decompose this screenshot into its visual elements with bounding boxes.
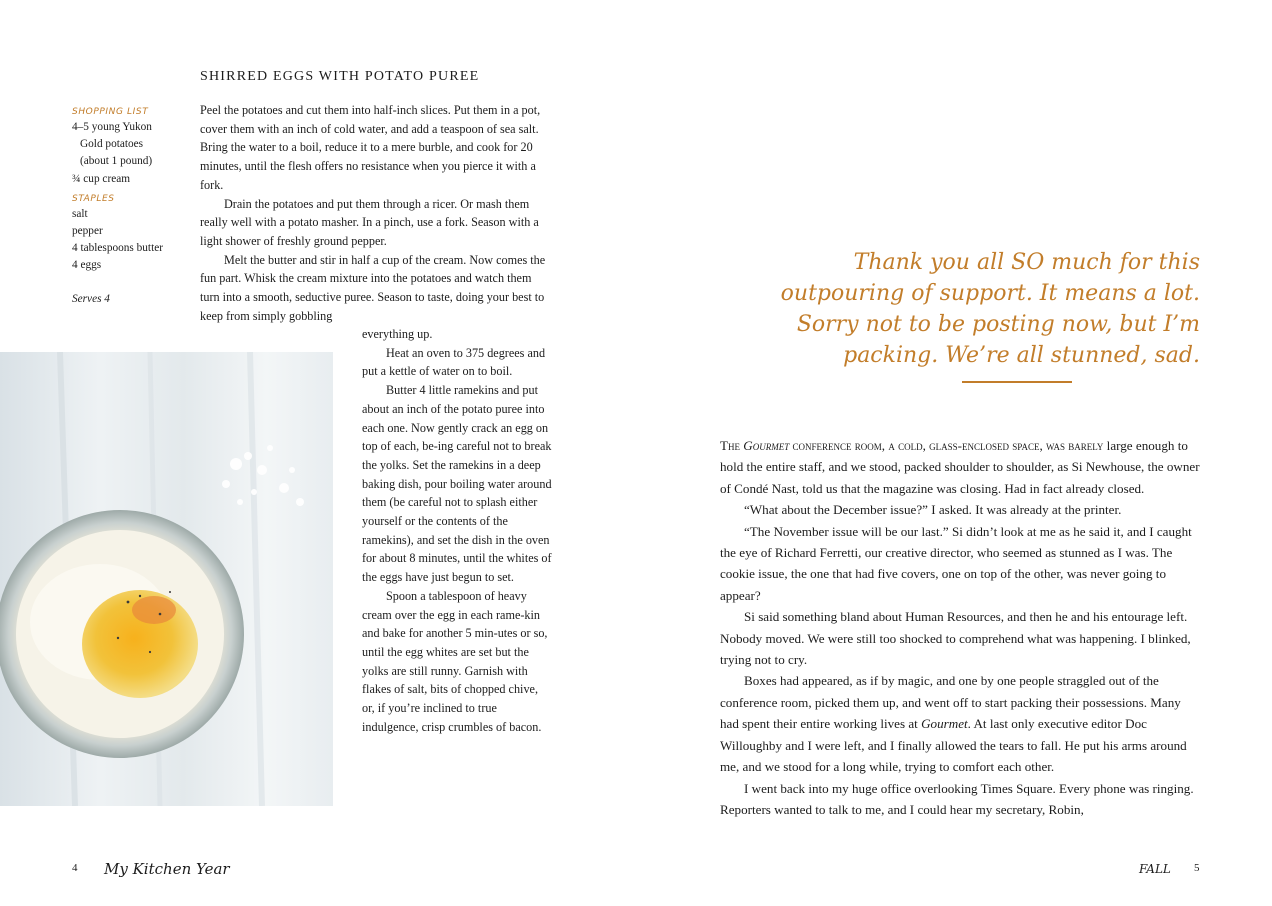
recipe-paragraph: Spoon a tablespoon of heavy cream over the egg in each rame-kin and bake for another 5 min-utes or so, until the egg whites are set but the yolks are still runny. Garnish with flakes of salt, bits of chopped chive, or, if you’re inclined to true indulgence, crisp crumbles of bacon. — [362, 588, 548, 734]
shopping-list-item: (about 1 pound) — [80, 155, 153, 168]
recipe-method-bottom — [362, 325, 552, 736]
left-running-head: My Kitchen Year — [104, 860, 230, 878]
body-text — [720, 435, 1202, 820]
left-folio: 4 — [72, 862, 78, 874]
recipe-paragraph: Drain the potatoes and put them through a ricer. Or mash them really well with a potato masher. In a pinch, use a fork. Season with a light shower of freshly ground pepper. — [200, 196, 539, 248]
shopping-list-item: 4–5 young Yukon — [72, 121, 152, 133]
recipe-paragraph: Melt the butter and stir in half a cup of the cream. Now comes the fun part. Whisk the cream mixture into the potatoes and watch them turn into a smooth, seductive puree. Season to taste, doing your best to keep from simply gobbling — [200, 252, 546, 323]
staples-item: 4 tablespoons butter — [72, 242, 163, 255]
body-paragraph: I went back into my huge office overlooking Times Square. Every phone was ringing. Reporters wanted to talk to me, and I could hear my secretary, Robin, — [720, 780, 1194, 817]
pull-quote: Thank you all SO much for this outpouring of support. It means a lot. Sorry not to be posting now, but I’m packing. We’re all stunned, sad. — [780, 250, 1200, 368]
staples-item: salt — [72, 207, 88, 220]
recipe-paragraph: everything up. — [362, 327, 433, 341]
staples-item: 4 eggs — [72, 259, 102, 272]
body-paragraph: “The November issue will be our last.” Si didn’t look at me as he said it, and I caught the eye of Richard Ferretti, our creative director, who seemed as stunned as I was. The cookie issue, the one that had five covers, one on top of the other, was never going to appear? — [720, 523, 1192, 603]
body-paragraph: Boxes had appeared, as if by magic, and one by one people straggled out of the conference room, picked them up, and went off to start packing their possessions. Many had spent their entire working lives at Gourmet. At last only executive editor Doc Willoughby and I were left, and I finally allowed the tears to fall. He put his arms around me, and we stood for a long while, trying to comfort each other. — [720, 673, 1187, 775]
recipe-method-top — [200, 101, 550, 325]
recipe-title: SHIRRED EGGS WITH POTATO PUREE — [200, 69, 480, 84]
staples-header: STAPLES — [72, 193, 115, 204]
recipe-paragraph: Heat an oven to 375 degrees and put a kettle of water on to boil. — [362, 345, 546, 379]
opening-small-caps: The Gourmet conference room, a cold, glass-enclosed space, was barely — [720, 438, 1104, 453]
body-paragraph: “What about the December issue?” I asked. It was already at the printer. — [744, 502, 1122, 518]
recipe-paragraph: Peel the potatoes and cut them into half-inch slices. Put them in a pot, cover them with an inch of cold water, and add a teaspoon of sea salt. Bring the water to a boil, reduce it to a mere burble, and cook for 20 minutes, until the flesh offers no resistance when you pierce it with a fork. — [200, 103, 541, 192]
shopping-list-header: SHOPPING LIST — [72, 107, 149, 117]
right-running-head: FALL — [1139, 862, 1171, 876]
recipe-paragraph: Butter 4 little ramekins and put about an inch of the potato puree into each one. Now gently crack an egg on top of each, be-ing careful not to break the yolks. Set the ramekins in a deep baking dish, pour boiling water around them (be careful not to splash either yourself or the contents of the ramekins), and set the dish in the oven for about 8 minutes, until the whites of the eggs have just begun to set. — [362, 383, 552, 585]
shopping-list-item: ¾ cup cream — [72, 172, 131, 185]
shirred-egg-photo — [0, 352, 333, 806]
ingredients-sidebar — [72, 103, 197, 308]
body-paragraph: The Gourmet conference room, a cold, glass-enclosed space, was barely large enough to hold the entire staff, and we stood, packed shoulder to shoulder, as Si Newhouse, the owner of Condé Nast, told us that the magazine was closing. Had in fact already closed. — [720, 438, 1200, 496]
body-paragraph: Si said something bland about Human Resources, and then he and his entourage left. Nobody moved. We were still too shocked to comprehend what was happening. I blinked, trying not to cry. — [720, 609, 1191, 668]
staples-item: pepper — [72, 225, 103, 238]
pull-quote-underline — [962, 381, 1072, 383]
shopping-list-item: Gold potatoes — [80, 138, 144, 151]
serves-note: Serves 4 — [72, 292, 110, 305]
right-folio: 5 — [1194, 862, 1200, 874]
